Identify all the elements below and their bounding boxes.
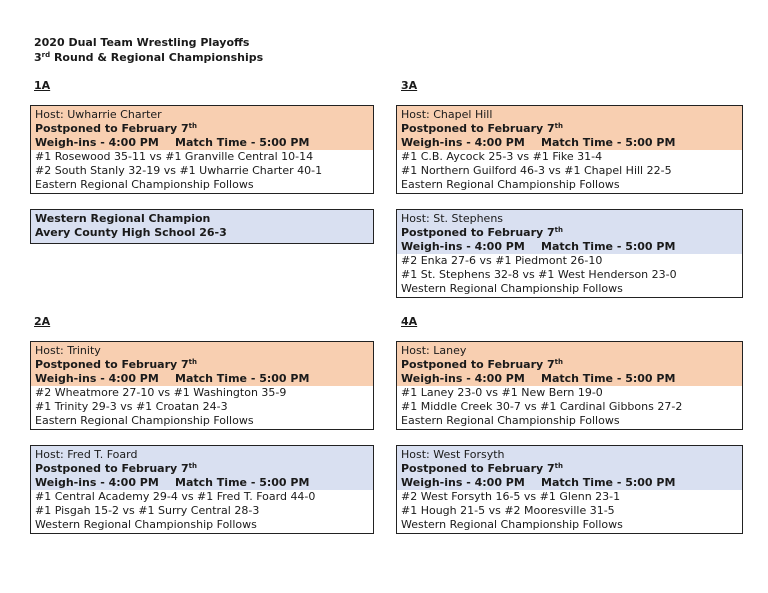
box-header bbox=[397, 342, 742, 386]
match-time: Match Time - 5:00 PM bbox=[175, 476, 310, 489]
postponed-text: Postponed to February 7 bbox=[401, 462, 555, 475]
postponed-ordinal: th bbox=[554, 122, 563, 130]
bracket-box-4a-eastern bbox=[396, 341, 743, 430]
host-label: Host: West Forsyth bbox=[401, 448, 505, 461]
postponed-ordinal: th bbox=[188, 122, 197, 130]
championship-note: Western Regional Championship Follows bbox=[401, 282, 623, 295]
host-label: Host: Uwharrie Charter bbox=[35, 108, 162, 121]
times-row bbox=[401, 240, 742, 254]
postponed-text: Postponed to February 7 bbox=[35, 358, 189, 371]
box-header bbox=[397, 446, 742, 490]
box-header bbox=[31, 446, 373, 490]
championship-note: Eastern Regional Championship Follows bbox=[35, 178, 254, 191]
championship-note: Western Regional Championship Follows bbox=[401, 518, 623, 531]
matchup-line: #1 Laney 23-0 vs #1 New Bern 19-0 bbox=[401, 386, 603, 399]
matchup-line: #1 Central Academy 29-4 vs #1 Fred T. Foard 44-0 bbox=[35, 490, 316, 503]
class-label-1a: 1A bbox=[34, 79, 51, 92]
matchup-list bbox=[397, 254, 742, 297]
times-row bbox=[401, 372, 742, 386]
match-time: Match Time - 5:00 PM bbox=[541, 240, 676, 253]
championship-note: Western Regional Championship Follows bbox=[35, 518, 257, 531]
matchup-line: #2 Wheatmore 27-10 vs #1 Washington 35-9 bbox=[35, 386, 287, 399]
champion-title: Western Regional Champion bbox=[35, 212, 211, 225]
bracket-box-2a-western bbox=[30, 445, 374, 534]
matchup-list bbox=[397, 150, 742, 193]
postponed-notice bbox=[35, 462, 373, 476]
matchup-line: #1 C.B. Aycock 25-3 vs #1 Fike 31-4 bbox=[401, 150, 603, 163]
weigh-ins-time: Weigh-ins - 4:00 PM bbox=[35, 372, 159, 385]
matchup-line: #1 Hough 21-5 vs #2 Mooresville 31-5 bbox=[401, 504, 615, 517]
matchup-line: #1 Middle Creek 30-7 vs #1 Cardinal Gibbons 27-2 bbox=[401, 400, 683, 413]
postponed-notice bbox=[401, 226, 742, 240]
matchup-line: #1 Trinity 29-3 vs #1 Croatan 24-3 bbox=[35, 400, 228, 413]
class-label-4a: 4A bbox=[401, 315, 418, 328]
document-title: 2020 Dual Team Wrestling Playoffs bbox=[34, 36, 250, 49]
times-row bbox=[35, 136, 373, 150]
postponed-ordinal: th bbox=[554, 358, 563, 366]
host-label: Host: Fred T. Foard bbox=[35, 448, 138, 461]
matchup-line: #2 South Stanly 32-19 vs #1 Uwharrie Charter 40-1 bbox=[35, 164, 323, 177]
matchup-list bbox=[31, 150, 373, 193]
postponed-notice bbox=[401, 358, 742, 372]
subtitle-ordinal: rd bbox=[41, 51, 51, 59]
weigh-ins-time: Weigh-ins - 4:00 PM bbox=[401, 136, 525, 149]
bracket-box-3a-eastern bbox=[396, 105, 743, 194]
match-time: Match Time - 5:00 PM bbox=[175, 372, 310, 385]
host-label: Host: St. Stephens bbox=[401, 212, 504, 225]
champion-header bbox=[31, 210, 373, 243]
box-header bbox=[397, 106, 742, 150]
bracket-box-1a-eastern bbox=[30, 105, 374, 194]
class-label-2a: 2A bbox=[34, 315, 51, 328]
postponed-text: Postponed to February 7 bbox=[401, 122, 555, 135]
championship-note: Eastern Regional Championship Follows bbox=[401, 178, 620, 191]
matchup-line: #2 Enka 27-6 vs #1 Piedmont 26-10 bbox=[401, 254, 603, 267]
championship-note: Eastern Regional Championship Follows bbox=[401, 414, 620, 427]
postponed-notice bbox=[401, 462, 742, 476]
bracket-box-1a-western-champion bbox=[30, 209, 374, 244]
box-header bbox=[397, 210, 742, 254]
weigh-ins-time: Weigh-ins - 4:00 PM bbox=[35, 136, 159, 149]
class-label-3a: 3A bbox=[401, 79, 418, 92]
times-row bbox=[35, 476, 373, 490]
bracket-box-2a-eastern bbox=[30, 341, 374, 430]
postponed-ordinal: th bbox=[554, 462, 563, 470]
bracket-box-4a-western bbox=[396, 445, 743, 534]
postponed-ordinal: th bbox=[554, 226, 563, 234]
host-label: Host: Chapel Hill bbox=[401, 108, 493, 121]
matchup-list bbox=[397, 386, 742, 429]
postponed-text: Postponed to February 7 bbox=[401, 226, 555, 239]
bracket-box-3a-western bbox=[396, 209, 743, 298]
times-row bbox=[35, 372, 373, 386]
times-row bbox=[401, 476, 742, 490]
subtitle-number: 3 bbox=[34, 51, 42, 64]
host-label: Host: Laney bbox=[401, 344, 467, 357]
postponed-ordinal: th bbox=[188, 462, 197, 470]
champion-team: Avery County High School 26-3 bbox=[35, 226, 227, 239]
weigh-ins-time: Weigh-ins - 4:00 PM bbox=[401, 372, 525, 385]
postponed-notice bbox=[35, 358, 373, 372]
matchup-line: #1 Northern Guilford 46-3 vs #1 Chapel Hill 22-5 bbox=[401, 164, 672, 177]
matchup-list bbox=[31, 386, 373, 429]
host-label: Host: Trinity bbox=[35, 344, 101, 357]
match-time: Match Time - 5:00 PM bbox=[175, 136, 310, 149]
postponed-text: Postponed to February 7 bbox=[401, 358, 555, 371]
championship-note: Eastern Regional Championship Follows bbox=[35, 414, 254, 427]
weigh-ins-time: Weigh-ins - 4:00 PM bbox=[401, 476, 525, 489]
matchup-list bbox=[397, 490, 742, 533]
match-time: Match Time - 5:00 PM bbox=[541, 372, 676, 385]
document-subtitle bbox=[34, 50, 263, 65]
postponed-ordinal: th bbox=[188, 358, 197, 366]
weigh-ins-time: Weigh-ins - 4:00 PM bbox=[35, 476, 159, 489]
matchup-list bbox=[31, 490, 373, 533]
box-header bbox=[31, 342, 373, 386]
matchup-line: #1 Pisgah 15-2 vs #1 Surry Central 28-3 bbox=[35, 504, 260, 517]
box-header bbox=[31, 106, 373, 150]
times-row bbox=[401, 136, 742, 150]
postponed-text: Postponed to February 7 bbox=[35, 122, 189, 135]
postponed-notice bbox=[401, 122, 742, 136]
weigh-ins-time: Weigh-ins - 4:00 PM bbox=[401, 240, 525, 253]
postponed-notice bbox=[35, 122, 373, 136]
matchup-line: #1 St. Stephens 32-8 vs #1 West Henderson 23-0 bbox=[401, 268, 677, 281]
match-time: Match Time - 5:00 PM bbox=[541, 476, 676, 489]
match-time: Match Time - 5:00 PM bbox=[541, 136, 676, 149]
postponed-text: Postponed to February 7 bbox=[35, 462, 189, 475]
matchup-line: #1 Rosewood 35-11 vs #1 Granville Central 10-14 bbox=[35, 150, 314, 163]
subtitle-text: Round & Regional Championships bbox=[50, 51, 264, 64]
matchup-line: #2 West Forsyth 16-5 vs #1 Glenn 23-1 bbox=[401, 490, 621, 503]
